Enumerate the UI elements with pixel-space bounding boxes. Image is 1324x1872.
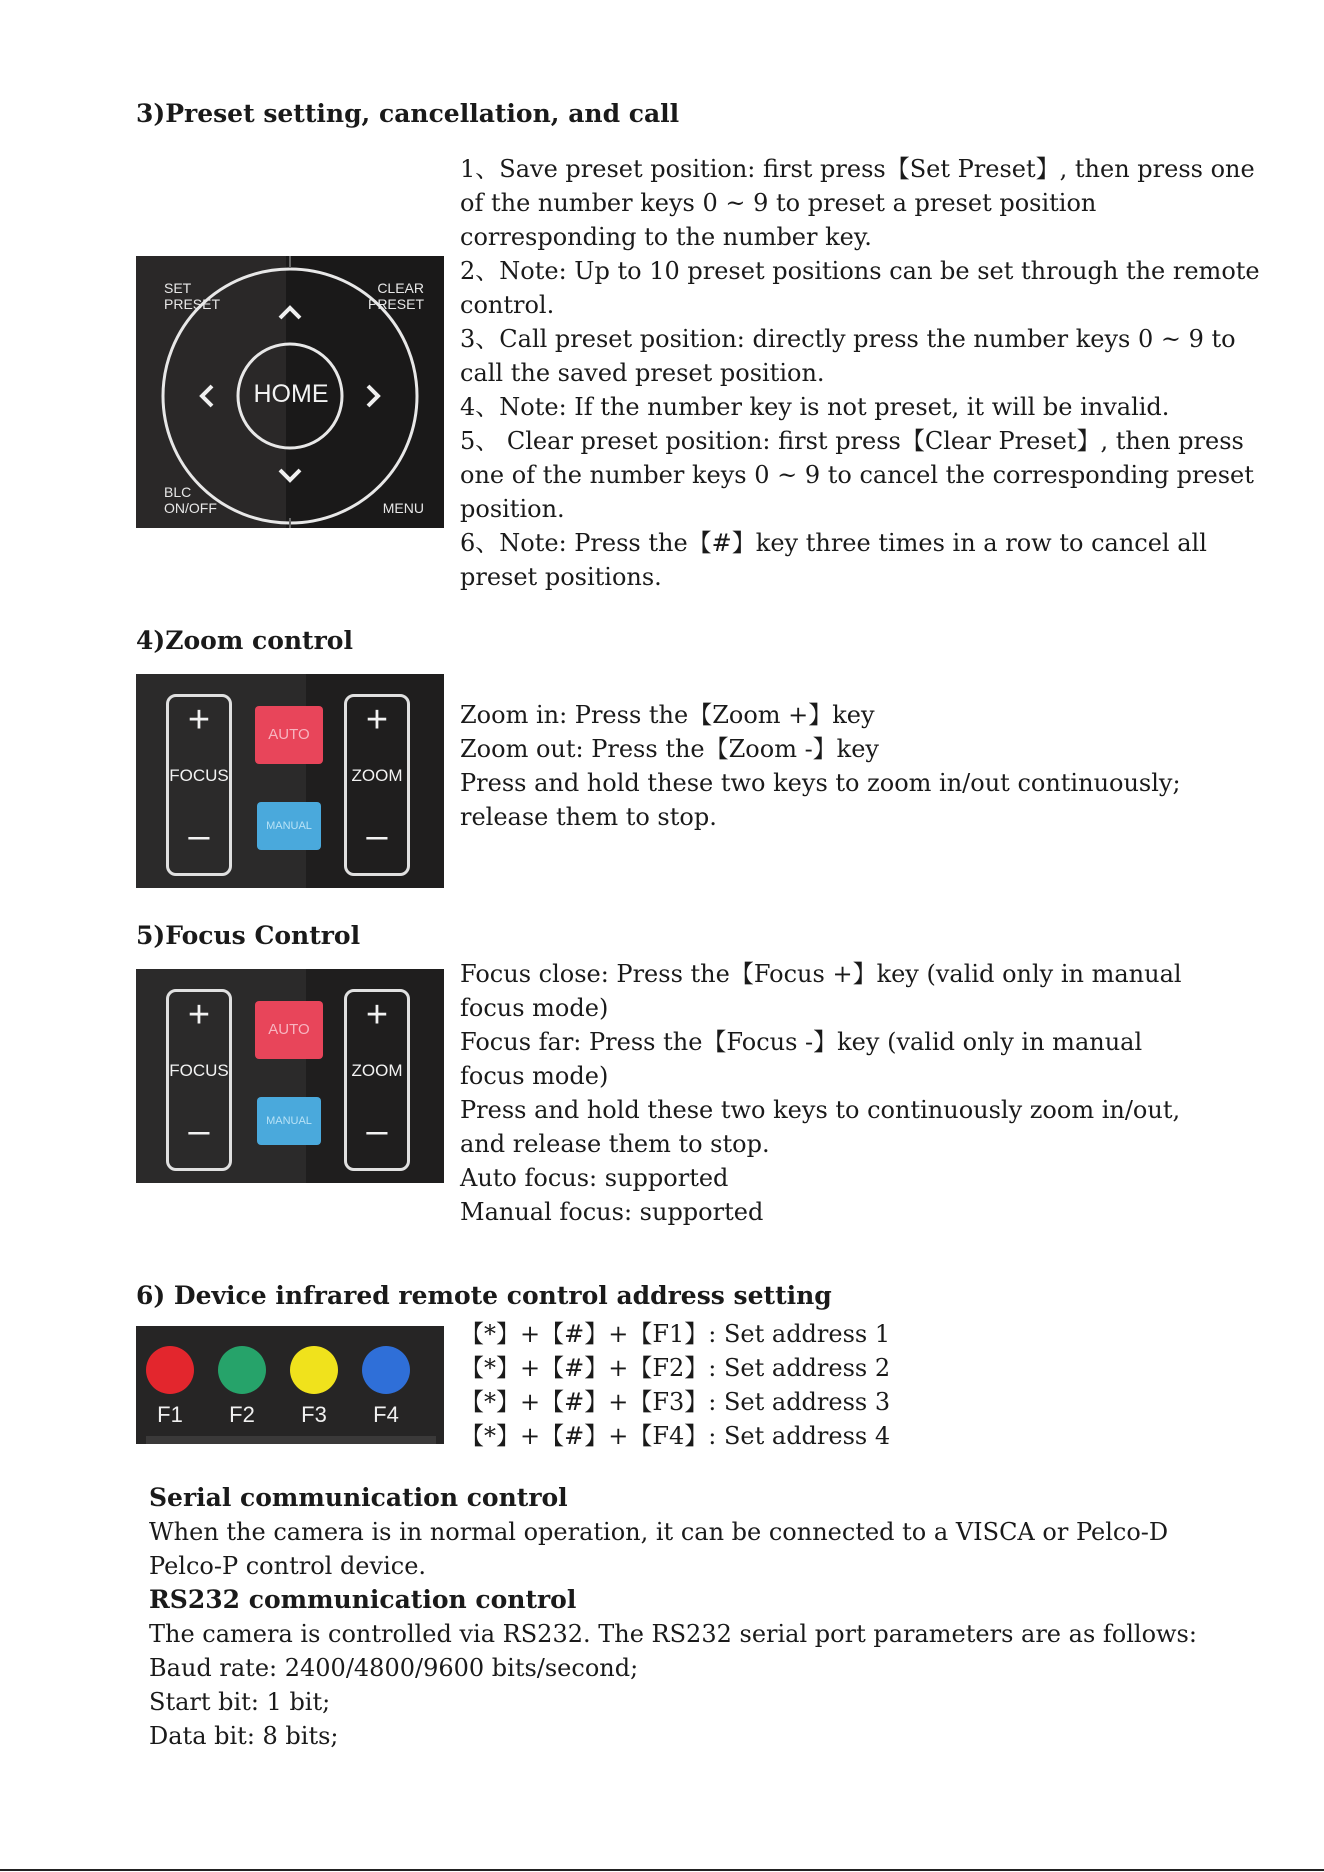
rs232-text: The camera is controlled via RS232. The RS232 serial port parameters are as follows: Baud rate: 2400/4800/9600 bits/second; Start bit: 1 bit; Data bit: 8 bits; bbox=[149, 1620, 1197, 1750]
focus-plus-icon: + bbox=[187, 994, 211, 1036]
focus-heading: 5)Focus Control bbox=[136, 921, 361, 950]
zoom-heading: 4)Zoom control bbox=[136, 626, 353, 655]
f4-key-icon bbox=[362, 1346, 410, 1394]
manual-key: MANUAL bbox=[257, 802, 321, 850]
set-preset-label: SET PRESET bbox=[164, 280, 221, 312]
zoom-label: ZOOM bbox=[351, 766, 403, 785]
blc-label: BLC ON/OFF bbox=[164, 484, 217, 516]
f1-label: F1 bbox=[157, 1402, 183, 1427]
zoom-text: Zoom in: Press the【Zoom +】key Zoom out: Press the【Zoom -】key Press and hold these two keys to zoom in/out continuously; release them to stop. bbox=[460, 701, 1181, 831]
focus-plus-icon: + bbox=[187, 699, 211, 741]
serial-heading: Serial communication control bbox=[149, 1483, 568, 1512]
focus-minus-icon: – bbox=[188, 1110, 210, 1152]
zoom-plus-icon: + bbox=[365, 994, 389, 1036]
preset-text: 1、Save preset position: first press【Set Preset】, then press one of the number keys 0 ~ 9 to preset a preset position corresponding to the number key. 2、Note: Up to 10 preset positions can be set through the remote control. 3、Call preset position: directly press the number keys 0 ~ 9 to call the saved preset position. 4、Note: If the number key is not preset, it will be invalid. 5、 Clear preset position: first press【Clear Preset】, then press one of the number keys 0 ~ 9 to cancel the corresponding preset position. 6、Note: Press the【#】key three times in a row to cancel all preset positions. bbox=[460, 155, 1260, 591]
zoom-plus-icon: + bbox=[365, 699, 389, 741]
zoom-minus-icon: – bbox=[366, 1110, 388, 1152]
focus-text: Focus close: Press the【Focus +】key (valid only in manual focus mode) Focus far: Press the【Focus -】key (valid only in manual focus mode) Press and hold these two keys to continuously zoom in/out, and release them to stop. Auto focus: supported Manual focus: supported bbox=[460, 960, 1182, 1226]
f1-key-icon bbox=[146, 1346, 194, 1394]
f3-key-icon bbox=[290, 1346, 338, 1394]
f4-label: F4 bbox=[373, 1402, 399, 1427]
menu-label: MENU bbox=[382, 500, 424, 516]
clear-preset-label: CLEAR PRESET bbox=[367, 280, 424, 312]
preset-remote-image bbox=[136, 256, 444, 528]
auto-key: AUTO bbox=[255, 1001, 323, 1059]
f2-key-icon bbox=[218, 1346, 266, 1394]
zoom-keypad-image bbox=[136, 674, 444, 888]
serial-text: When the camera is in normal operation, it can be connected to a VISCA or Pelco-D Pelco-P control device. bbox=[149, 1518, 1169, 1580]
focus-label: FOCUS bbox=[169, 1061, 229, 1080]
zoom-label: ZOOM bbox=[351, 1061, 403, 1080]
footer-rule bbox=[0, 1869, 1324, 1871]
manual-key: MANUAL bbox=[257, 1097, 321, 1145]
f2-label: F2 bbox=[229, 1402, 255, 1427]
zoom-minus-icon: – bbox=[366, 815, 388, 857]
f3-label: F3 bbox=[301, 1402, 327, 1427]
focus-minus-icon: – bbox=[188, 815, 210, 857]
home-label: HOME bbox=[253, 380, 329, 408]
address-text: 【*】+【#】+【F1】: Set address 1 【*】+【#】+【F2】: Set address 2 【*】+【#】+【F3】: Set address 3 【*】+【#】+【F4】: Set address 4 bbox=[460, 1320, 891, 1450]
focus-label: FOCUS bbox=[169, 766, 229, 785]
rs232-heading: RS232 communication control bbox=[149, 1585, 577, 1614]
focus-keypad-image bbox=[136, 969, 444, 1183]
function-keys-image bbox=[136, 1326, 444, 1444]
preset-heading: 3)Preset setting, cancellation, and call bbox=[136, 99, 680, 128]
address-heading: 6) Device infrared remote control address setting bbox=[136, 1281, 832, 1310]
auto-key: AUTO bbox=[255, 706, 323, 764]
